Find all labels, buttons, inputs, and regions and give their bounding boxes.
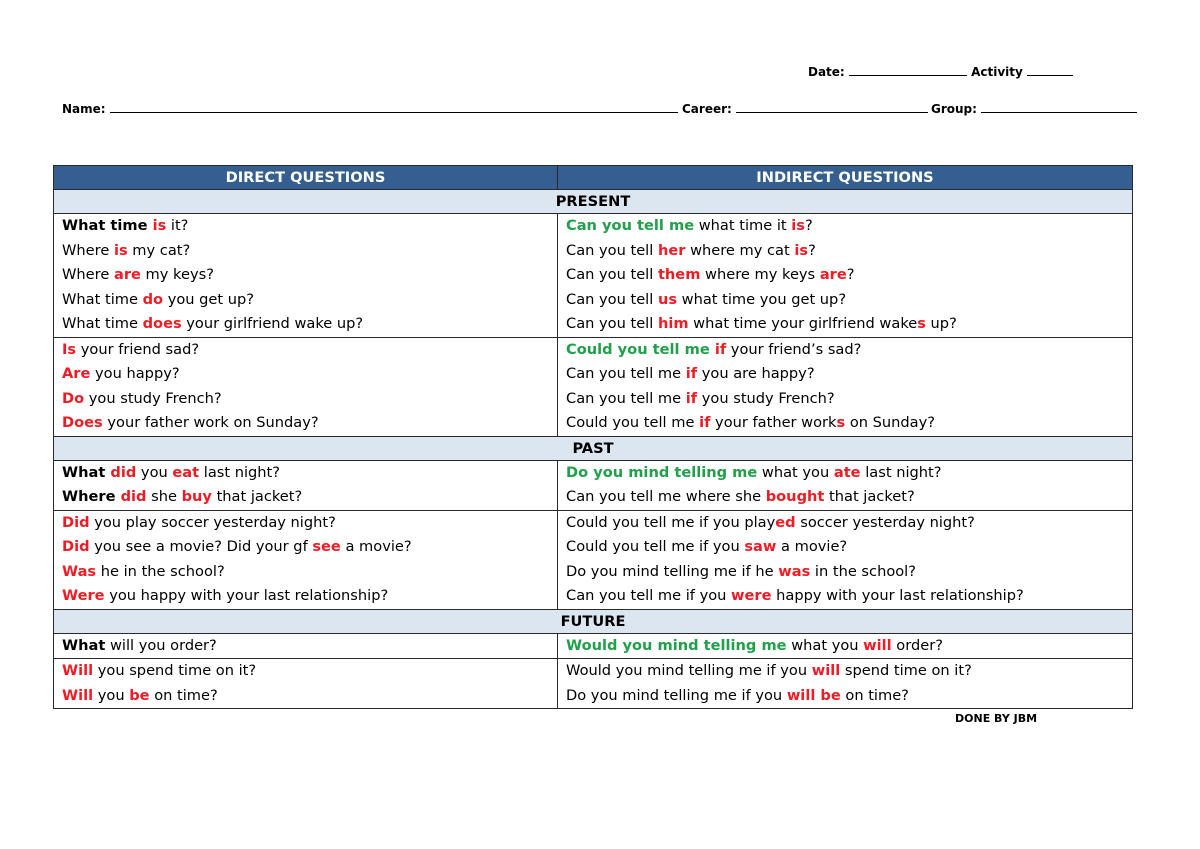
question-text: Do you mind telling me if you [566,686,787,704]
question-text: What time [62,290,143,308]
name-field[interactable] [62,101,678,116]
question-text: Can you tell [566,290,658,308]
question-text: in the school? [810,562,916,580]
question-text: ? [846,266,855,283]
indirect-question-line [566,684,1132,709]
highlight-red: does [142,315,182,332]
highlight-red: Did [62,513,90,531]
question-text: it? [166,217,189,234]
indirect-question-line [566,560,1132,585]
question-text: he in the school? [96,562,225,580]
highlight-red: Was [62,562,97,580]
group-label: Group: [931,102,977,116]
question-text: a movie? [776,538,848,555]
highlight-red: bought [765,488,825,505]
highlight-red: them [657,266,701,283]
question-text: What time [62,315,143,332]
direct-question-line [62,362,557,387]
direct-question-line [62,684,557,709]
activity-label: Activity [971,65,1023,79]
indirect-question-line [566,263,1132,288]
highlight-red: is [113,241,128,259]
highlight-red: Will [62,686,94,704]
direct-question-line [62,634,557,659]
highlight-red: if [699,414,711,431]
highlight-red: see [312,538,341,555]
highlight-red: Is [62,340,77,358]
highlight-red: is [791,217,805,234]
highlight-red: Were [62,587,105,604]
highlight-red: be [129,686,150,704]
indirect-question-line [566,411,1132,436]
question-text: you [93,686,130,704]
direct-question-line [62,560,557,585]
indirect-question-line [566,288,1132,313]
highlight-red: if [709,340,727,358]
question-text: What time [62,217,148,234]
questions-table [53,165,1133,709]
question-text: Could you tell me if you play [566,513,776,531]
question-text: on Sunday? [845,414,935,431]
question-text: what you [786,636,864,654]
direct-question-line [62,312,557,337]
section-past: PAST [54,436,1133,460]
indirect-cell [558,659,1133,709]
question-text: happy with your last relationship? [771,587,1024,604]
highlight-red: did [115,488,147,505]
direct-question-line [62,461,557,486]
highlight-red: Are [62,365,91,382]
direct-question-line [62,411,557,436]
question-text: your girlfriend wake up? [181,315,364,332]
highlight-red: are [113,266,141,283]
highlight-red: her [657,241,686,259]
question-text: your father work on Sunday? [102,414,319,431]
question-text: your father work [710,414,837,431]
question-text: Can you tell [566,315,658,332]
question-text: you happy with your last relationship? [104,587,389,604]
direct-question-line [62,511,557,536]
question-text: last night? [199,463,281,481]
question-text: up? [925,315,957,332]
indirect-questions-header: INDIRECT QUESTIONS [558,166,1133,190]
indirect-question-line [566,634,1132,659]
table-row [54,510,1133,609]
question-text: What [62,636,106,654]
question-text: what time it [694,217,792,234]
indirect-cell [558,510,1133,609]
section-future-row [54,609,1133,633]
question-text: Can you tell [566,266,658,283]
highlight-red: will be [786,686,841,704]
question-text: that jacket? [211,488,303,505]
table-row [54,337,1133,436]
highlight-red: was [778,562,811,580]
direct-question-line [62,338,557,363]
indirect-question-line [566,214,1132,239]
footer-credit: DONE BY JBM [955,712,1038,725]
highlight-red: eat [172,463,200,481]
question-text: you happy? [90,365,180,382]
question-text: Would you mind telling me if you [566,662,812,679]
highlight-red: Will [62,662,94,679]
indirect-question-line [566,485,1132,510]
highlight-red: saw [744,538,777,555]
indirect-question-line [566,362,1132,387]
indirect-cell [558,460,1133,510]
indirect-question-line [566,511,1132,536]
indirect-cell [558,633,1133,659]
table-row [54,214,1133,338]
question-text: Could you tell me if you [566,538,745,555]
highlight-red: do [142,290,164,308]
indirect-question-line [566,659,1132,684]
highlight-red: is [147,217,167,234]
direct-question-line [62,584,557,609]
highlight-red: ed [775,513,796,531]
highlight-green: Can you tell me [566,217,695,234]
question-text: you study French? [697,389,835,407]
direct-question-line [62,659,557,684]
table-row [54,633,1133,659]
table-row [54,659,1133,709]
highlight-green: Do you mind telling me [566,463,758,481]
question-text: a movie? [340,538,412,555]
question-text: ? [804,217,813,234]
question-text: Can you tell me [566,365,686,382]
question-text: Can you tell me if you [566,587,732,604]
date-label: Date: [808,65,845,79]
question-text: your friend sad? [76,340,200,358]
question-text: you play soccer yesterday night? [89,513,336,531]
question-text: Can you tell [566,241,658,259]
highlight-red: did [105,463,137,481]
group-line[interactable] [981,101,1137,113]
indirect-question-line [566,312,1132,337]
question-text: my keys? [140,266,214,283]
highlight-red: if [685,389,698,407]
question-text: my cat? [127,241,191,259]
table-header-row [54,166,1133,190]
career-label: Career: [682,102,732,116]
question-text: order? [891,636,943,654]
career-line[interactable] [736,101,928,113]
direct-cell [54,633,558,659]
activity-line[interactable] [1027,64,1073,76]
question-text: What [62,463,106,481]
highlight-green: Would you mind telling me [566,636,787,654]
question-text: you see a movie? Did your gf [89,538,313,555]
highlight-red: s [917,315,926,332]
date-field[interactable] [808,64,1073,79]
indirect-question-line [566,461,1132,486]
direct-cell [54,337,558,436]
direct-question-line [62,288,557,313]
highlight-red: us [657,290,678,308]
question-text: Can you tell me [566,389,686,407]
question-text: on time? [840,686,909,704]
highlight-red: Do [62,389,85,407]
highlight-red: ate [833,463,861,481]
direct-question-line [62,535,557,560]
question-text: ? [808,241,816,259]
highlight-red: Did [62,538,90,555]
section-present-row [54,190,1133,214]
highlight-green: Could you tell me [566,340,710,358]
question-text: what time you get up? [677,290,847,308]
question-text: on time? [149,686,218,704]
question-text: she [146,488,182,505]
direct-question-line [62,485,557,510]
question-text: Where [62,266,114,283]
date-line[interactable] [849,64,967,76]
question-text: that jacket? [824,488,915,505]
name-line[interactable] [110,101,678,113]
indirect-cell [558,214,1133,338]
highlight-red: Does [62,414,103,431]
question-text: will you order? [105,636,217,654]
indirect-cell [558,337,1133,436]
question-text: you are happy? [697,365,815,382]
indirect-question-line [566,338,1132,363]
highlight-red: are [819,266,847,283]
question-text: you [136,463,173,481]
highlight-red: if [685,365,698,382]
question-text: what you [757,463,834,481]
section-future: FUTURE [54,609,1133,633]
highlight-red: buy [181,488,212,505]
direct-cell [54,214,558,338]
name-label: Name: [62,102,106,116]
direct-question-line [62,263,557,288]
direct-question-line [62,214,557,239]
question-text: Where [62,241,114,259]
highlight-red: will [863,636,892,654]
direct-cell [54,510,558,609]
question-text: Where [62,488,116,505]
question-text: what time your girlfriend wake [688,315,918,332]
direct-cell [54,460,558,510]
highlight-red: were [731,587,772,604]
question-text: last night? [860,463,942,481]
direct-question-line [62,239,557,264]
question-text: your friend’s sad? [726,340,862,358]
question-text: Do you mind telling me if he [566,562,779,580]
highlight-red: will [811,662,841,679]
group-field[interactable] [931,101,1137,116]
question-text: Could you tell me [566,414,700,431]
career-field[interactable] [682,101,928,116]
section-past-row [54,436,1133,460]
highlight-red: is [794,241,809,259]
question-text: you spend time on it? [93,662,257,679]
highlight-red: him [657,315,689,332]
indirect-question-line [566,239,1132,264]
indirect-question-line [566,584,1132,609]
question-text: Can you tell me where she [566,488,766,505]
direct-questions-header: DIRECT QUESTIONS [54,166,558,190]
indirect-question-line [566,387,1132,412]
highlight-red: s [836,414,846,431]
question-text: you study French? [84,389,222,407]
direct-cell [54,659,558,709]
table-row [54,460,1133,510]
indirect-question-line [566,535,1132,560]
section-present: PRESENT [54,190,1133,214]
question-text: spend time on it? [840,662,972,679]
direct-question-line [62,387,557,412]
question-text: where my keys [700,266,820,283]
question-text: you get up? [163,290,255,308]
question-text: soccer yesterday night? [795,513,975,531]
question-text: where my cat [685,241,795,259]
